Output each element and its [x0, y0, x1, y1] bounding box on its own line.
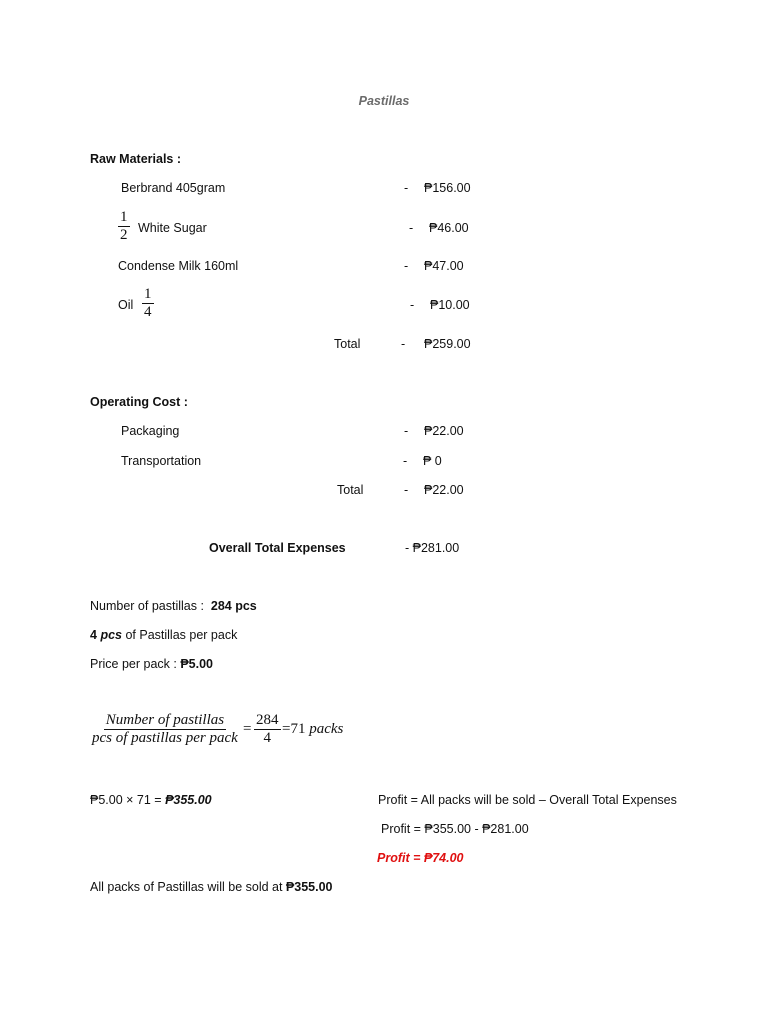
profit-substitution: Profit = ₱355.00 - ₱281.00: [381, 822, 529, 836]
raw-item-dash: -: [404, 259, 409, 273]
price-per-pack: Price per pack : ₱5.00: [90, 657, 213, 671]
number-of-pastillas: Number of pastillas : 284 pcs: [90, 599, 257, 613]
raw-item-berbrand: Berbrand 405gram: [121, 181, 226, 195]
formula-values-fraction: $\frac{284}{4}$: [256, 712, 279, 746]
revenue-value: ₱355.00: [165, 793, 212, 807]
raw-total-dash: -: [401, 337, 406, 351]
overall-value: - ₱281.00: [405, 541, 460, 555]
op-item-packaging: Packaging: [121, 424, 180, 438]
price-per-pack-value: ₱5.00: [180, 657, 213, 671]
raw-item-price: ₱10.00: [430, 298, 470, 312]
page-title: Pastillas: [358, 94, 410, 108]
pcs-per-pack: 4 pcs of Pastillas per pack: [90, 628, 238, 642]
op-item-transportation: Transportation: [121, 454, 202, 468]
raw-item-dash: -: [409, 221, 414, 235]
raw-item-oil: Oil: [118, 298, 134, 312]
profit-formula: Profit = All packs will be sold – Overall Total Expenses: [378, 793, 677, 807]
formula-result: =71 packs: [282, 721, 344, 737]
number-of-pastillas-value: 284 pcs: [210, 599, 257, 613]
operating-cost-heading: Operating Cost :: [90, 395, 188, 409]
overall-label: Overall Total Expenses: [209, 541, 346, 555]
op-item-price: ₱22.00: [424, 424, 464, 438]
raw-item-price: ₱47.00: [424, 259, 464, 273]
op-total-value: ₱22.00: [424, 483, 464, 497]
raw-item-price: ₱156.00: [424, 181, 471, 195]
formula-equals: =: [243, 721, 252, 737]
fraction-quarter: $\frac{1}{4}$: [144, 286, 152, 320]
fraction-half: $\frac{1}{2}$: [120, 209, 128, 243]
op-item-price: ₱ 0: [423, 454, 442, 468]
raw-item-condense-milk: Condense Milk 160ml: [118, 259, 239, 273]
raw-materials-heading: Raw Materials :: [90, 152, 182, 166]
op-total-dash: -: [404, 483, 409, 497]
raw-item-price: ₱46.00: [429, 221, 469, 235]
op-item-dash: -: [403, 454, 408, 468]
conclusion-value: ₱355.00: [285, 880, 333, 894]
raw-total-label: Total: [334, 337, 361, 351]
conclusion: All packs of Pastillas will be sold at ₱355.00: [90, 880, 333, 894]
op-item-dash: -: [404, 424, 409, 438]
profit-result: Profit = ₱74.00: [377, 851, 464, 865]
raw-item-dash: -: [404, 181, 409, 195]
op-total-label: Total: [337, 483, 364, 497]
raw-total-value: ₱259.00: [424, 337, 471, 351]
raw-item-dash: -: [410, 298, 415, 312]
revenue-calculation: ₱5.00 × 71 = ₱355.00: [90, 793, 212, 807]
raw-item-white-sugar: White Sugar: [138, 221, 207, 235]
formula-fraction: Number of pastillas pcs of pastillas per pack: [92, 712, 238, 746]
